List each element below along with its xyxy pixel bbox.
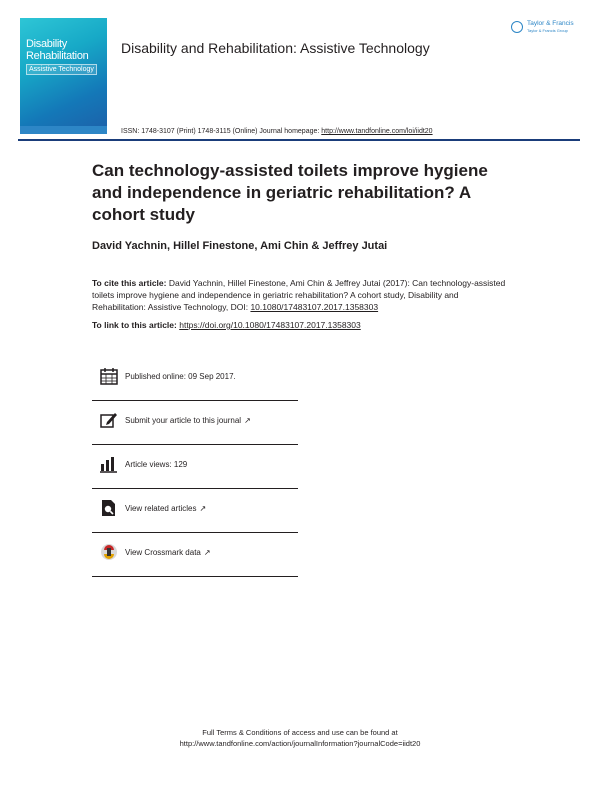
submit-article-link[interactable] — [125, 416, 251, 425]
article-link-line — [92, 320, 361, 330]
cover-strip — [20, 126, 107, 134]
bar-chart-icon — [100, 455, 118, 473]
journal-cover-image — [20, 18, 107, 134]
published-online-text: Published online: 09 Sep 2017. — [125, 372, 236, 381]
footer-line-1: Full Terms & Conditions of access and use can be found at — [202, 728, 398, 737]
article-title: Can technology-assisted toilets improve hygiene and independence in geriatric rehabilitation? A cohort study — [92, 161, 488, 224]
article-views-text: Article views: 129 — [125, 460, 188, 469]
crossmark-link[interactable] — [125, 548, 211, 557]
issn-text: ISSN: 1748-3107 (Print) 1748-3115 (Online) Journal homepage: — [121, 128, 320, 135]
related-articles-link[interactable] — [125, 504, 206, 513]
cite-label: To cite this article: — [92, 278, 167, 288]
publisher-logo — [511, 18, 583, 38]
article-doi-link[interactable]: https://doi.org/10.1080/17483107.2017.1358303 — [179, 320, 361, 330]
journal-name: Disability and Rehabilitation: Assistive Technology — [121, 40, 430, 56]
external-link-icon: ↗ — [199, 504, 207, 513]
info-crossmark[interactable] — [92, 533, 298, 577]
footer-terms — [0, 727, 600, 749]
cover-title-line1: Disability — [26, 38, 68, 50]
article-authors: David Yachnin, Hillel Finestone, Ami Chin & Jeffrey Jutai — [92, 240, 388, 252]
publisher-logo-icon — [511, 21, 523, 33]
calendar-icon — [100, 367, 118, 385]
citation-block — [92, 277, 512, 313]
info-published — [92, 357, 298, 401]
link-label: To link to this article: — [92, 320, 177, 330]
submit-article-text: Submit your article to this journal — [125, 416, 242, 425]
cover-subtitle: Assistive Technology — [26, 64, 97, 75]
search-doc-icon — [100, 499, 118, 517]
footer-terms-link[interactable]: http://www.tandfonline.com/action/journalInformation?journalCode=iidt20 — [179, 739, 421, 748]
publisher-tagline: Taylor & Francis Group — [527, 28, 568, 33]
cover-title — [26, 38, 88, 62]
cite-doi-link[interactable]: 10.1080/17483107.2017.1358303 — [250, 302, 379, 312]
cover-title-line2: Rehabilitation — [26, 50, 89, 62]
related-articles-text: View related articles — [125, 504, 197, 513]
external-link-icon: ↗ — [203, 548, 211, 557]
crossmark-text: View Crossmark data — [125, 548, 201, 557]
info-related[interactable] — [92, 489, 298, 533]
article-info-list — [92, 357, 298, 577]
external-link-icon: ↗ — [244, 416, 251, 425]
issn-line — [121, 128, 433, 135]
info-submit[interactable] — [92, 401, 298, 445]
edit-icon — [100, 411, 118, 429]
journal-homepage-link[interactable]: http://www.tandfonline.com/loi/iidt20 — [321, 128, 433, 135]
header-divider — [18, 139, 580, 141]
publisher-name: Taylor & Francis — [527, 20, 574, 27]
cite-text: David Yachnin, Hillel Finestone, Ami Chin & Jeffrey Jutai (2017): Can technology-assisted toilets improve hygiene and independence in geriatric rehabilitation? A cohort study, Disability and Rehabilitation: Assistive Technology, DOI: — [92, 278, 506, 312]
crossmark-icon — [100, 543, 118, 561]
info-views — [92, 445, 298, 489]
